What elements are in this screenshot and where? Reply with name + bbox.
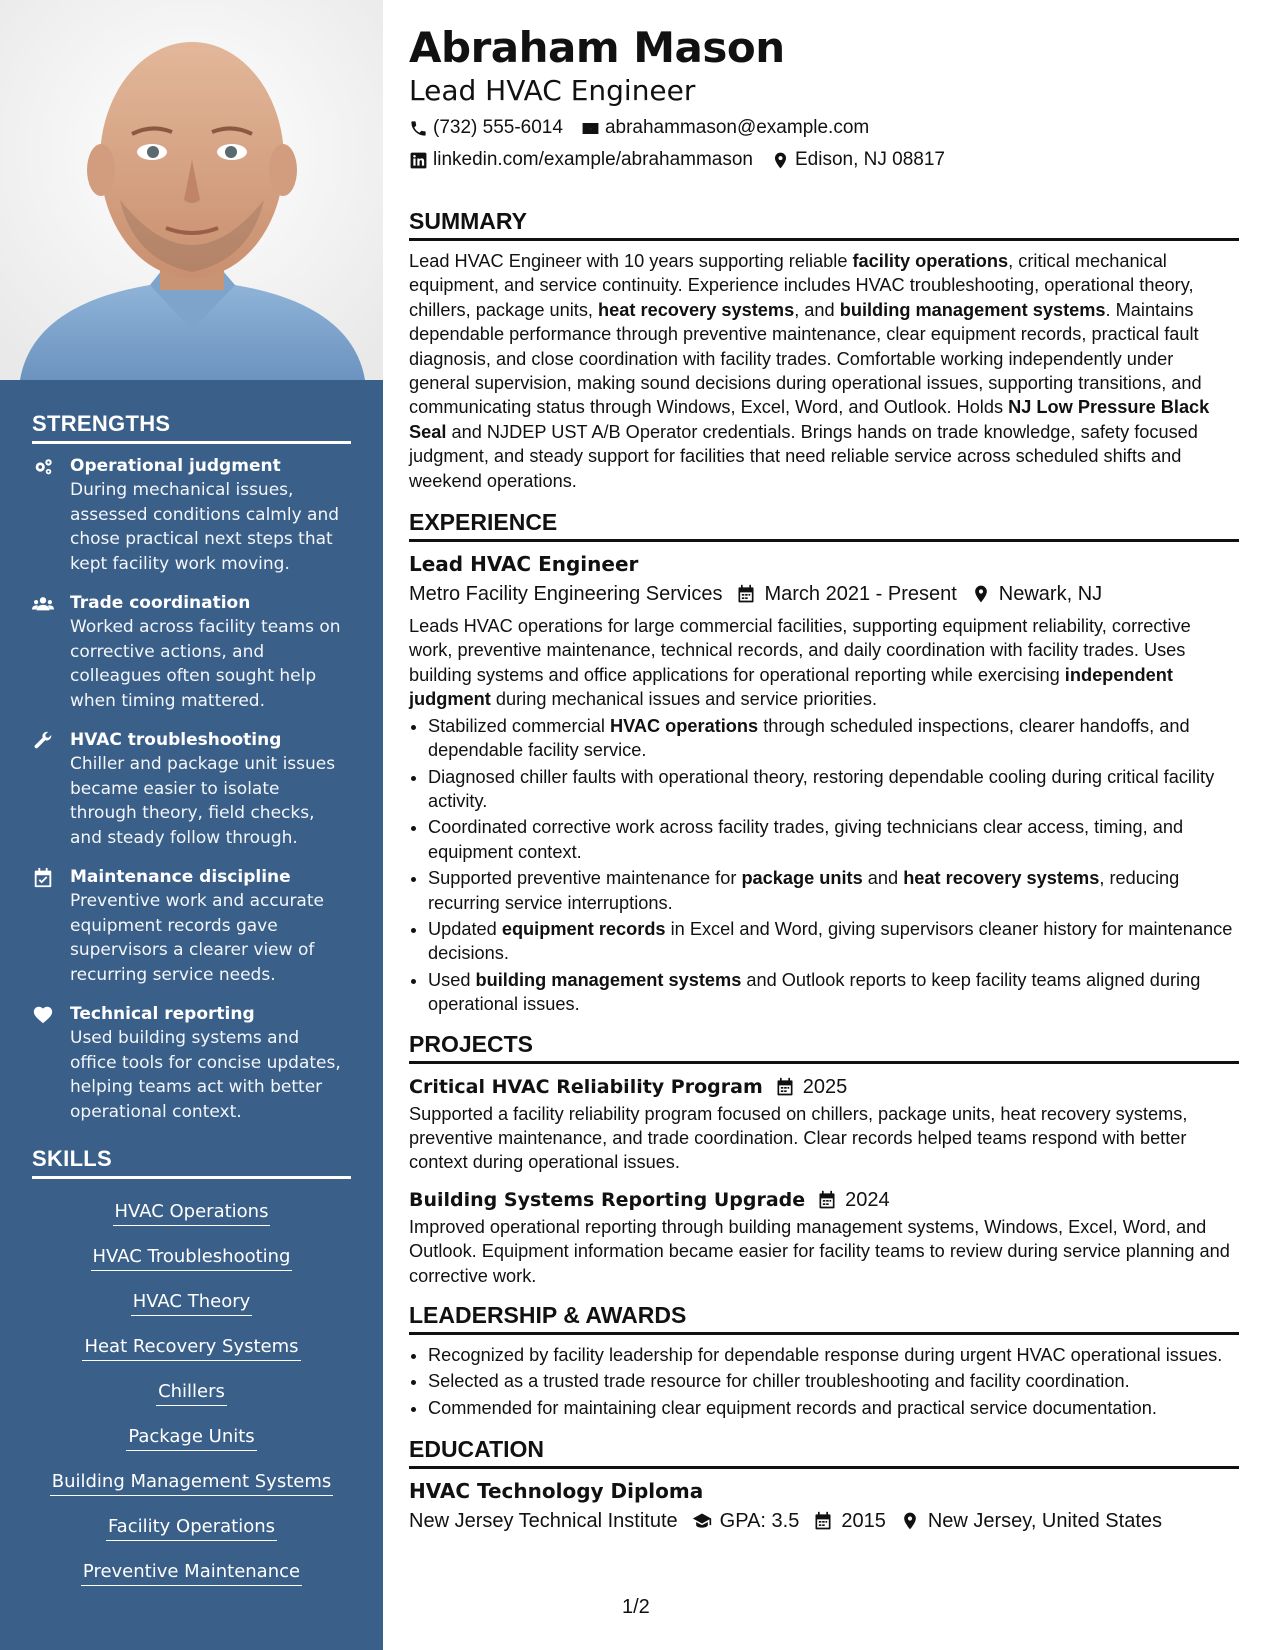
phone-contact[interactable] [409, 112, 563, 144]
projects-heading: PROJECTS [409, 1029, 1239, 1064]
main-content [409, 22, 1239, 1537]
strength-item [32, 1002, 351, 1124]
project-year: 2024 [817, 1185, 890, 1215]
envelope-icon [581, 119, 600, 138]
graduation-cap-icon [692, 1511, 712, 1531]
contact-row [409, 144, 1239, 176]
skill-tag: Chillers [156, 1381, 227, 1406]
strength-description: Preventive work and accurate equipment records gave supervisors a clearer view of recurring service needs. [70, 891, 324, 985]
project-description: Improved operational reporting through building management systems, Windows, Excel, Word, and Outlook. Equipment information became easier for facility teams to review during service planning and corrective work. [409, 1216, 1230, 1286]
strength-item [32, 728, 351, 850]
strength-item [32, 591, 351, 713]
skills-list [32, 1189, 351, 1594]
project-description: Supported a facility reliability program focused on chillers, package units, heat recovery systems, preventive maintenance, and trade coordination. Clear records helped teams respond with better context during operational issues. [409, 1103, 1188, 1173]
skills-heading: SKILLS [32, 1146, 351, 1179]
strength-title: HVAC troubleshooting [70, 730, 282, 750]
calendar-icon [775, 1077, 795, 1097]
job-bullet: • Stabilized commercial HVAC operations through scheduled inspections, clearer handoffs, and dependable facility service. [428, 714, 1239, 763]
job-meta [409, 578, 1239, 610]
project-title-row [409, 1185, 1239, 1215]
project-name: Critical HVAC Reliability Program [409, 1075, 763, 1098]
job-intro: Leads HVAC operations for large commercial facilities, supporting equipment reliability, corrective work, preventive maintenance, technical records, and daily coordination with facility trades. Uses building systems and office applications for operational reporting while exercising independent judgment during mechanical issues and service priorities. [409, 616, 1191, 710]
job-bullet: • Used building management systems and Outlook reports to keep facility teams aligned during operational issues. [428, 968, 1239, 1017]
calendar-icon [817, 1190, 837, 1210]
calendar-icon [813, 1511, 833, 1531]
strength-title: Technical reporting [70, 1004, 255, 1024]
job-role: Lead HVAC Engineer [409, 552, 639, 577]
sidebar [0, 0, 383, 1650]
skill-tag: HVAC Troubleshooting [91, 1246, 293, 1271]
job-bullets [409, 714, 1239, 1017]
strength-item [32, 454, 351, 576]
education-year: 2015 [813, 1505, 886, 1537]
heart-icon [32, 1002, 70, 1124]
calendar-icon [736, 584, 756, 604]
location-contact [771, 144, 945, 176]
contact-row [409, 112, 1239, 144]
strength-item [32, 865, 351, 987]
project-title-row [409, 1072, 1239, 1102]
job-company: Metro Facility Engineering Services [409, 583, 723, 606]
strength-title: Trade coordination [70, 593, 251, 613]
job-bullet: • Supported preventive maintenance for package units and heat recovery systems, reducing recurring service interruptions. [428, 866, 1239, 915]
strength-description: Worked across facility teams on corrective actions, and colleagues often sought help when timing mattered. [70, 617, 341, 711]
skill-tag: HVAC Theory [131, 1291, 253, 1316]
map-pin-icon [771, 151, 790, 170]
map-pin-icon [900, 1511, 920, 1531]
portrait-illustration [0, 0, 383, 380]
award-item: • Selected as a trusted trade resource for chiller troubleshooting and facility coordination. [428, 1369, 1239, 1393]
profile-photo [0, 0, 383, 380]
phone-text: (732) 555-6014 [433, 117, 563, 138]
education-degree: HVAC Technology Diploma [409, 1479, 704, 1504]
education-heading: EDUCATION [409, 1434, 1239, 1469]
email-contact[interactable] [581, 112, 869, 144]
project-name: Building Systems Reporting Upgrade [409, 1188, 806, 1211]
sidebar-content [32, 411, 351, 1594]
calendar-check-icon [32, 865, 70, 987]
users-icon [32, 591, 70, 713]
job-bullet: • Diagnosed chiller faults with operational theory, restoring dependable cooling during critical facility activity. [428, 765, 1239, 814]
strength-title: Operational judgment [70, 456, 281, 476]
project-year: 2025 [775, 1072, 848, 1102]
education-meta [409, 1505, 1239, 1537]
skill-tag: Facility Operations [106, 1516, 277, 1541]
job-bullet: • Updated equipment records in Excel and Word, giving supervisors cleaner history for maintenance decisions. [428, 917, 1239, 966]
job-bullet: • Coordinated corrective work across facility trades, giving technicians clear access, timing, and equipment context. [428, 815, 1239, 864]
skill-tag: HVAC Operations [113, 1201, 271, 1226]
strength-description: During mechanical issues, assessed conditions calmly and chose practical next steps that kept facility work moving. [70, 480, 340, 574]
strengths-heading: STRENGTHS [32, 411, 351, 444]
award-item: • Commended for maintaining clear equipment records and practical service documentation. [428, 1396, 1239, 1420]
education-school: New Jersey Technical Institute [409, 1510, 678, 1533]
leadership-list [409, 1343, 1239, 1420]
summary-text: Lead HVAC Engineer with 10 years supporting reliable facility operations, critical mechanical equipment, and service continuity. Experience includes HVAC troubleshooting, operational theory, chillers, package units, heat recovery systems, and building management systems. Maintains dependable performance through preventive maintenance, clear equipment records, practical fault diagnosis, and close coordination with facility trades. Comfortable working independently under general supervision, making sound decisions during operational issues, supporting transitions, and communicating status through Windows, Excel, Word, and Outlook. Holds NJ Low Pressure Black Seal and NJDEP UST A/B Operator credentials. Brings hands on trade knowledge, safety focused judgment, and steady support for facilities that need reliable service across scheduled shifts and weekend operations. [409, 251, 1210, 491]
education-gpa: GPA: 3.5 [692, 1505, 800, 1537]
job-dates: March 2021 - Present [736, 578, 956, 610]
linkedin-icon [409, 151, 428, 170]
email-text: abrahammason@example.com [604, 117, 870, 138]
linkedin-contact[interactable] [409, 144, 753, 176]
wrench-icon [32, 728, 70, 850]
summary-heading: SUMMARY [409, 206, 1239, 241]
strength-title: Maintenance discipline [70, 867, 291, 887]
skill-tag: Preventive Maintenance [81, 1561, 302, 1586]
location-text: Edison, NJ 08817 [795, 149, 945, 170]
skill-tag: Heat Recovery Systems [82, 1336, 300, 1361]
phone-icon [409, 119, 428, 138]
award-item: • Recognized by facility leadership for dependable response during urgent HVAC operational issues. [428, 1343, 1239, 1367]
skill-tag: Package Units [126, 1426, 256, 1451]
education-location: New Jersey, United States [900, 1505, 1162, 1537]
linkedin-text: linkedin.com/example/abrahammason [433, 149, 753, 170]
page-number: 1/2 [622, 1596, 650, 1618]
job-location: Newark, NJ [971, 578, 1102, 610]
candidate-name: Abraham Mason [409, 23, 785, 72]
strength-description: Used building systems and office tools for concise updates, helping teams act with better operational context. [70, 1028, 341, 1122]
map-pin-icon [971, 584, 991, 604]
candidate-title: Lead HVAC Engineer [409, 74, 696, 107]
skill-tag: Building Management Systems [50, 1471, 334, 1496]
strength-description: Chiller and package unit issues became easier to isolate through theory, field checks, and steady follow through. [70, 754, 336, 848]
experience-heading: EXPERIENCE [409, 507, 1239, 542]
gears-icon [32, 454, 70, 576]
leadership-heading: LEADERSHIP & AWARDS [409, 1300, 1239, 1335]
